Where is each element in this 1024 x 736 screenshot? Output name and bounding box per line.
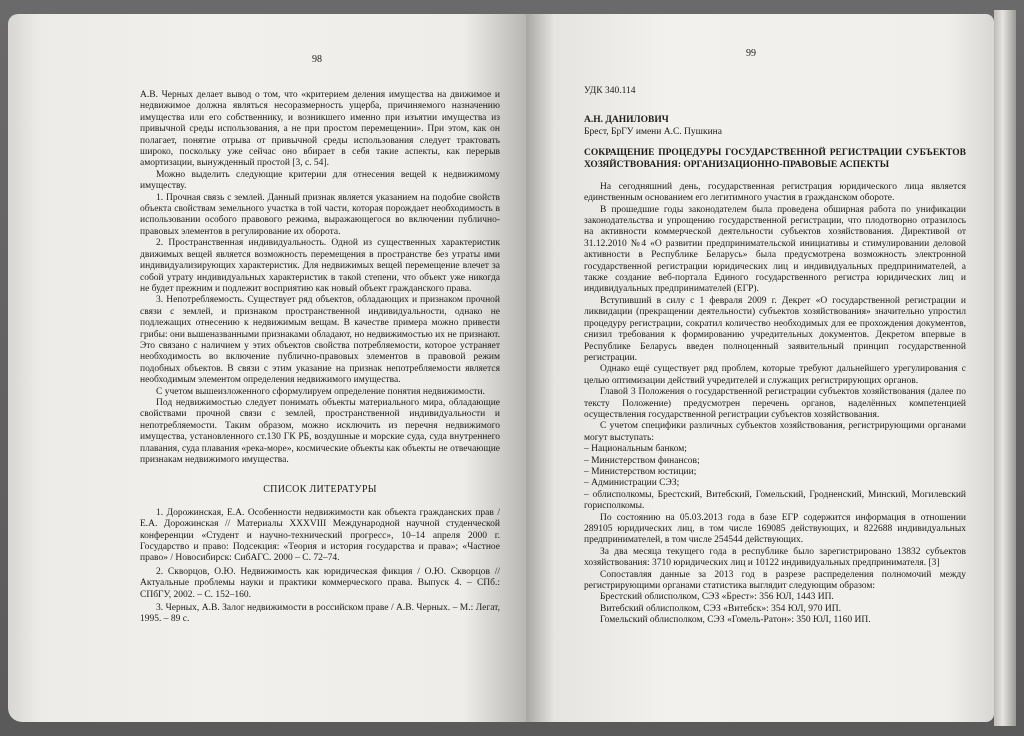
reference-item: 2. Скворцов, О.Ю. Недвижимость как юридическая фикция / О.Ю. Скворцов // Актуальные проблемы науки и практики коммерческого права. Выпуск 4. – СПб.: СПбГУ, 2002. – С. 152–160. [140, 566, 500, 600]
paragraph: Вступивший в силу с 1 февраля 2009 г. Декрет «О государственной регистрации и ликвидации (прекращении деятельности) субъектов хозяйствования» значительно упростил процедуру регистрации, сократил количество необходимых для ее прохождения документов, снизил требования к формированию учредительных документов. Декретом впервые в Республике Беларусь введен полноценный заявительный принцип государственной регистрации. [584, 295, 966, 363]
right-page [526, 14, 994, 722]
author-name: А.Н. ДАНИЛОВИЧ [584, 115, 669, 126]
paragraph: За два месяца текущего года в республике было зарегистрировано 13832 субъектов хозяйствования: 3710 юридических лиц и 10122 индивидуальных предпринимателя. [3] [584, 546, 966, 569]
list-item: – Министерством финансов; [584, 455, 700, 466]
stats-line: Витебский облисполком, СЭЗ «Витебск»: 354 ЮЛ, 970 ИП. [600, 603, 841, 614]
paragraph: С учетом вышеизложенного сформулируем определение понятия недвижимости. [156, 386, 485, 397]
left-page-text [140, 90, 500, 626]
paragraph: На сегодняшний день, государственная регистрация юридического лица является единственным основанием его легитимного участия в гражданском обороте. [584, 181, 966, 204]
paragraph: Однако ещё существует ряд проблем, которые требуют дальнейшего урегулирования с целью оптимизации действий учредителей и служащих регистрирующих органов. [584, 364, 966, 386]
reference-item: 1. Дорожинская, Е.А. Особенности недвижимости как объекта гражданских прав / Е.А. Дорожинская // Материалы XXXVIII Международной научной студенческой конференции «Студент и научно-технический прогресс», 10–14 апреля 2000 г. Государство и право: Подсекция: «Теория и история государства и права»; «Частное право» / Новосибирск: СибАГС. 2000 – С. 72–74. [140, 507, 500, 564]
paragraph: Сопоставляя данные за 2013 год в разрезе распределения полномочий между регистрирующими органами статистика выглядит следующим образом: [584, 569, 966, 592]
references-heading: СПИСОК ЛИТЕРАТУРЫ [263, 484, 377, 496]
paragraph: С учетом специфики различных субъектов хозяйствования, регистрирующими органами могут выступать: [584, 421, 966, 443]
paragraph: 3. Непотребляемость. Существует ряд объектов, обладающих и признаком прочной связи с землей, и признаком пространственной индивидуальности, однако не подлежащих отнесению к недвижимым вещам. В качестве примера можно привести грибы: они вышеназванными признаками обладают, но недвижимостью их не признают. Это связано с наличием у этих объектов свойства потребляемости, которое устраняет необходимость во включение публично-правовых элементов в правовой режим подобных объектов. В связи с этим указание на признак непотребляемости является необходимым элементом определения недвижимого имущества. [140, 295, 500, 386]
page-number: 98 [312, 54, 322, 65]
paragraph: Под недвижимостью следует понимать объекты материального мира, обладающие свойствами прочной связи с землей, пространственной индивидуальности и непотребляемости. Таким образом, можно исключить из перечня недвижимого имущества, установленного ст.130 ГК РБ, воздушные и морские суда, суда внутреннего плавания, суда плавания «река-море», космические объекты как объекты не отвечающие признакам недвижимого имущества. [140, 397, 500, 465]
stats-line: Гомельский облисполком, СЭЗ «Гомель-Ратон»: 350 ЮЛ, 1160 ИП. [600, 615, 871, 626]
paragraph: 1. Прочная связь с землей. Данный признак является указанием на подобие свойств объекта свойствам земельного участка в той части, которая порождает необходимость в использовании особого правового режима, выражающегося во включении публично-правовых элементов в регулирование их оборота. [140, 192, 500, 237]
page-number: 99 [746, 48, 756, 59]
paragraph: По состоянию на 05.03.2013 года в базе ЕГР содержится информация в отношении 289105 юридических лиц, в том числе 169085 действующих, и 822688 индивидуальных предпринимателей, в том числе 254544 действующих. [584, 512, 966, 546]
article-title: СОКРАЩЕНИЕ ПРОЦЕДУРЫ ГОСУДАРСТВЕННОЙ РЕГИСТРАЦИИ СУБЪЕКТОВ ХОЗЯЙСТВОВАНИЯ: ОРГАНИЗАЦИОННО-ПРАВОВЫЕ АСПЕКТЫ [584, 148, 966, 171]
paragraph: Можно выделить следующие критерии для отнесения вещей к недвижимому имуществу. [140, 169, 500, 192]
paragraph: 2. Пространственная индивидуальность. Одной из существенных характеристик движимых вещей является возможность перемещения в пространстве без утраты ими индивидуализирующих характеристик. Для недвижимых вещей перемещение влечет за собой утрату индивидуальных характеристик в такой степени, что объект уже никогда не будет прежним и подлежит восприятию как новый объект гражданского права. [140, 238, 500, 294]
paragraph: В прошедшие годы законодателем была проведена обширная работа по унификации законодательства и упрощению государственной регистрации, что плодотворно отразилось на активности коммерческой деятельности субъектов хозяйствования. Директивой от 31.12.2010 №4 «О развитии предпринимательской инициативы и стимулировании деловой активности в Республике Беларусь» была предусмотрена возможность электронной государственной регистрации юридических лиц и индивидуальных предпринимателей, а также создание веб-портала Единого государственного регистра юридических лиц и индивидуальных предпринимателей (ЕГР). [584, 204, 966, 295]
list-item: – облисполкомы, Брестский, Витебский, Гомельский, Гродненский, Минский, Могилевский горисполкомы. [584, 489, 966, 512]
author-affiliation: Брест, БрГУ имени А.С. Пушкина [584, 126, 722, 137]
paragraph: А.В. Черных делает вывод о том, что «критерием деления имущества на движимое и недвижимое должна являться несоразмерность ущерба, причиняемого назначению имущества или его собственнику, и возникшего именно при изъятии имущества из привычной среды использования, а не при простом перемещении». При этом, как он полагает, понятие отрыва от привычной среды использования следует трактовать широко, поскольку уже сейчас оно вбирает в себя такие аспекты, как перерыв амортизации, вынужденный простой [3, с. 54]. [140, 90, 500, 169]
reference-item: 3. Черных, А.В. Залог недвижимости в российском праве / А.В. Черных. – М.: Легат, 1995. – 89 с. [140, 603, 500, 625]
udk-code: УДК 340.114 [584, 86, 636, 96]
list-item: – Национальным банком; [584, 444, 687, 455]
right-page-text [584, 86, 966, 627]
paragraph: Главой 3 Положения о государственной регистрации субъектов хозяйствования (далее по тексту Положение) предусмотрен перечень органов, наделённых компетенцией осуществления государственной регистрации субъектов хозяйствования. [584, 387, 966, 420]
left-page [8, 14, 526, 722]
list-item: – Министерством юстиции; [584, 466, 697, 477]
stats-line: Брестский облисполком, СЭЗ «Брест»: 356 ЮЛ, 1443 ИП. [600, 592, 834, 603]
list-item: – Администрации СЭЗ; [584, 478, 680, 489]
page-edge [994, 10, 1016, 726]
